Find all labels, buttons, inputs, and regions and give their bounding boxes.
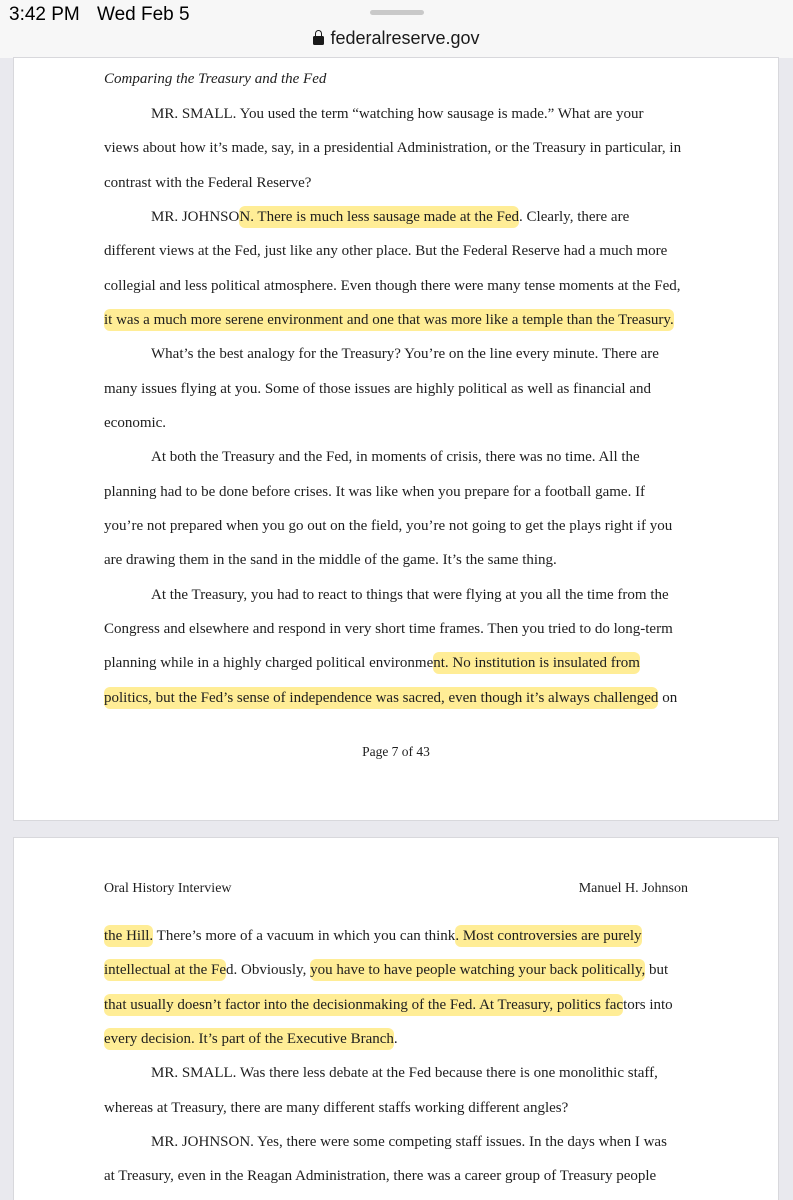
text-line: whereas at Treasury, there are many different staffs working different angles? [104, 1100, 569, 1116]
text-line [104, 995, 673, 1015]
text-line: contrast with the Federal Reserve? [104, 175, 312, 191]
text-line [104, 960, 668, 980]
text-segment: on [658, 690, 678, 706]
text-segment: . [393, 1031, 398, 1047]
text-line: at Treasury, even in the Reagan Administration, there was a career group of Treasury people [104, 1168, 657, 1184]
address-bar[interactable] [0, 28, 793, 49]
text-line: views about how it’s made, say, in a presidential Administration, or the Treasury in particular, in [104, 140, 682, 156]
text-line: economic. [104, 415, 167, 431]
text-line: collegial and less political atmosphere. Even though there were many tense moments at the Fed, [104, 278, 681, 294]
running-header-left: Oral History Interview [104, 881, 232, 896]
text-segment: There’s more of a vacuum in which you can think [153, 928, 456, 944]
text-segment: but [645, 962, 669, 978]
text-line: planning had to be done before crises. It was like when you prepare for a football game. If [104, 484, 646, 500]
text-line: What’s the best analogy for the Treasury? You’re on the line every minute. There are [151, 346, 659, 362]
text-line [104, 688, 677, 708]
highlight: you have to have people watching your back politically, [310, 959, 645, 981]
text-line [104, 926, 642, 946]
text-line: you’re not prepared when you go out on the field, you’re not going to get the plays right if you [104, 518, 673, 534]
highlight: the Hill. [104, 925, 153, 947]
pdf-page-7 [14, 58, 778, 820]
text-segment: . Clearly, there are [519, 209, 630, 225]
text-line: Congress and elsewhere and respond in very short time frames. Then you tried to do long-term [104, 621, 673, 637]
text-segment: MR. JOHNSO [151, 209, 240, 225]
lock-icon [313, 36, 324, 45]
text-line [151, 207, 629, 227]
highlight: politics, but the Fed’s sense of independence was sacred, even though it’s always challenged [104, 687, 658, 709]
text-line [104, 1029, 398, 1049]
text-line [104, 653, 640, 673]
highlight: nt. No institution is insulated from [433, 652, 640, 674]
running-header-right: Manuel H. Johnson [578, 881, 688, 896]
highlight: . Most controversies are purely [455, 925, 641, 947]
text-line: MR. SMALL. Was there less debate at the Fed because there is one monolithic staff, [151, 1065, 658, 1081]
text-line: are drawing them in the sand in the middle of the game. It’s the same thing. [104, 552, 557, 568]
section-title: Comparing the Treasury and the Fed [104, 71, 327, 87]
text-line: many issues flying at you. Some of those issues are highly political as well as financial and [104, 381, 651, 397]
text-line: MR. JOHNSON. Yes, there were some competing staff issues. In the days when I was [151, 1134, 667, 1150]
text-line [104, 310, 674, 330]
highlight: it was a much more serene environment and one that was more like a temple than the Treasury. [104, 309, 674, 331]
page-number: Page 7 of 43 [362, 744, 430, 759]
highlight: N. There is much less sausage made at the Fed [239, 206, 519, 228]
multitasking-grabber[interactable] [370, 10, 424, 15]
text-line: different views at the Fed, just like any other place. But the Federal Reserve had a much more [104, 243, 668, 259]
status-date: Wed Feb 5 [97, 4, 190, 25]
text-line: At both the Treasury and the Fed, in moments of crisis, there was no time. All the [151, 449, 640, 465]
text-segment: d. Obviously, [226, 962, 311, 978]
highlight: that usually doesn’t factor into the decisionmaking of the Fed. At Treasury, politics fac [104, 994, 623, 1016]
pdf-page-8 [14, 838, 778, 1200]
text-line: MR. SMALL. You used the term “watching how sausage is made.” What are your [151, 106, 644, 122]
text-segment: planning while in a highly charged political environme [104, 655, 434, 671]
status-time: 3:42 PM [9, 4, 80, 25]
text-segment: tors into [623, 997, 673, 1013]
status-bar [0, 0, 793, 58]
text-line: At the Treasury, you had to react to things that were flying at you all the time from the [151, 587, 669, 603]
highlight: intellectual at the Fe [104, 959, 226, 981]
url-text: federalreserve.gov [330, 28, 480, 48]
highlight: every decision. It’s part of the Executive Branch [104, 1028, 394, 1050]
